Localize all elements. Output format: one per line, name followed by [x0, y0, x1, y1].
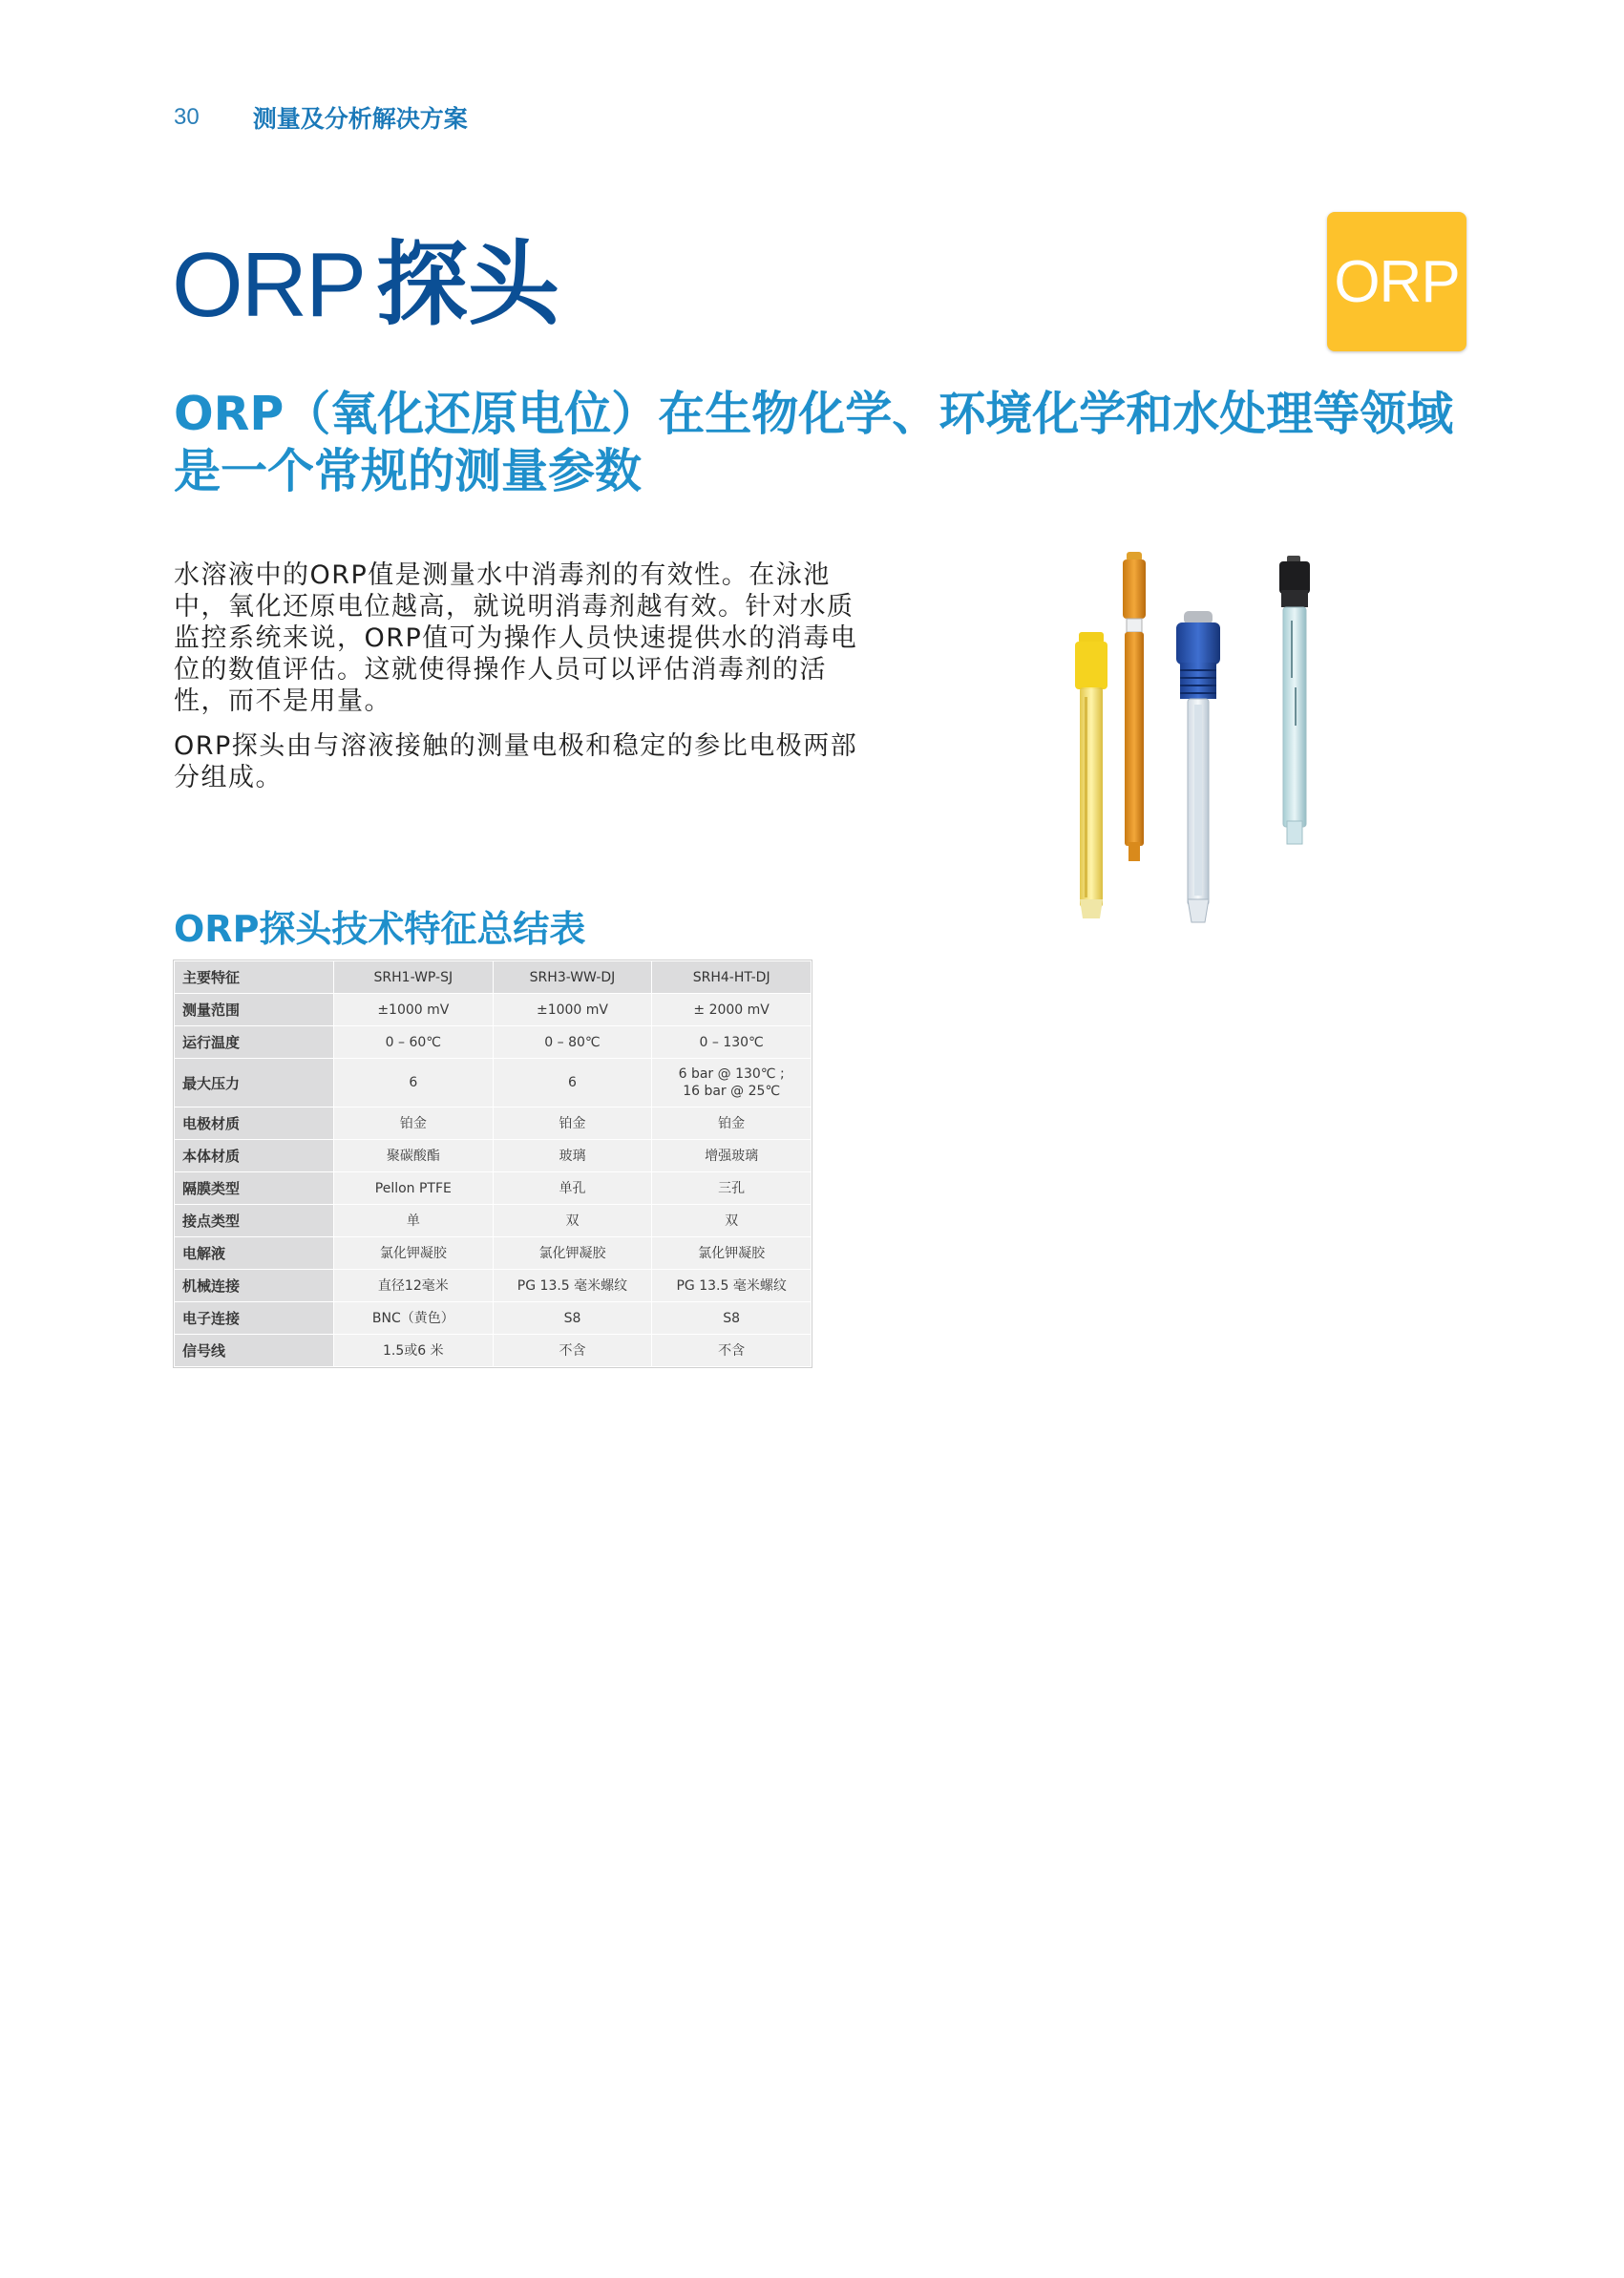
- subtitle: ORP（氧化还原电位）在生物化学、环境化学和水处理等领域是一个常规的测量参数: [174, 387, 1454, 498]
- title-latin: ORP: [172, 234, 366, 336]
- table-cell: 不含: [652, 1335, 812, 1367]
- page-number: 30: [174, 104, 200, 130]
- probe-srh3: [1176, 611, 1220, 922]
- probe-srh1: [1075, 632, 1107, 918]
- table-cell: PG 13.5 毫米螺纹: [652, 1270, 812, 1302]
- table-cell: 单: [334, 1205, 494, 1237]
- table-row: [175, 1335, 812, 1367]
- table-cell: 6: [334, 1059, 494, 1107]
- row-label: 测量范围: [175, 994, 334, 1026]
- table-row: [175, 1172, 812, 1205]
- table-cell: 铂金: [493, 1107, 652, 1140]
- page-header: [174, 101, 468, 134]
- probe-srh4: [1279, 556, 1310, 844]
- table-row: [175, 1140, 812, 1172]
- table-cell: 氯化钾凝胶: [493, 1237, 652, 1270]
- table-cell: 1.5或6 米: [334, 1335, 494, 1367]
- title-cjk: 探头: [376, 231, 560, 338]
- model-header: SRH4-HT-DJ: [652, 961, 812, 994]
- table-cell: BNC（黄色）: [334, 1302, 494, 1335]
- model-header: SRH3-WW-DJ: [493, 961, 652, 994]
- table-cell: 聚碳酸酯: [334, 1140, 494, 1172]
- row-label: 接点类型: [175, 1205, 334, 1237]
- table-row: [175, 1270, 812, 1302]
- table-cell: Pellon PTFE: [334, 1172, 494, 1205]
- table-row: [175, 1107, 812, 1140]
- table-cell: 铂金: [334, 1107, 494, 1140]
- orp-badge: [1327, 212, 1466, 351]
- table-cell: 0 – 60℃: [334, 1026, 494, 1059]
- table-cell: 三孔: [652, 1172, 812, 1205]
- row-label: 电解液: [175, 1237, 334, 1270]
- table-cell: 0 – 80℃: [493, 1026, 652, 1059]
- page-title: [172, 227, 559, 343]
- table-row: [175, 1026, 812, 1059]
- table-cell: 6: [493, 1059, 652, 1107]
- table-cell: 单孔: [493, 1172, 652, 1205]
- table-cell: S8: [493, 1302, 652, 1335]
- table-cell: 增强玻璃: [652, 1140, 812, 1172]
- table-row: [175, 1237, 812, 1270]
- spec-table: [174, 960, 812, 1367]
- table-cell: ± 2000 mV: [652, 994, 812, 1026]
- table-cell: S8: [652, 1302, 812, 1335]
- paragraph: 水溶液中的ORP值是测量水中消毒剂的有效性。在泳池中，氧化还原电位越高，就说明消毒剂越有效。针对水质监控系统来说，ORP值可为操作人员快速提供水的消毒电位的数值评估。这就使得操作人员可以评估消毒剂的活性，而不是用量。: [174, 560, 858, 716]
- row-label: 信号线: [175, 1335, 334, 1367]
- section-title: 测量及分析解决方案: [252, 105, 468, 133]
- table-cell: 直径12毫米: [334, 1270, 494, 1302]
- table-cell: 双: [652, 1205, 812, 1237]
- table-header-label: 主要特征: [175, 961, 334, 994]
- table-cell: ±1000 mV: [493, 994, 652, 1026]
- table-row: [175, 994, 812, 1026]
- row-label: 电子连接: [175, 1302, 334, 1335]
- row-label: 电极材质: [175, 1107, 334, 1140]
- table-cell: 铂金: [652, 1107, 812, 1140]
- table-cell: 氯化钾凝胶: [652, 1237, 812, 1270]
- table-cell: 0 – 130℃: [652, 1026, 812, 1059]
- row-label: 最大压力: [175, 1059, 334, 1107]
- table-cell: PG 13.5 毫米螺纹: [493, 1270, 652, 1302]
- orp-badge-label: ORP: [1334, 248, 1460, 315]
- table-cell: 6 bar @ 130℃ ; 16 bar @ 25℃: [652, 1059, 812, 1107]
- table-cell: 氯化钾凝胶: [334, 1237, 494, 1270]
- table-row: [175, 1059, 812, 1107]
- model-header: SRH1-WP-SJ: [334, 961, 494, 994]
- table-row: [175, 1205, 812, 1237]
- probe-orange: [1123, 552, 1146, 861]
- row-label: 本体材质: [175, 1140, 334, 1172]
- table-header-row: [175, 961, 812, 994]
- table-cell: 玻璃: [493, 1140, 652, 1172]
- row-label: 隔膜类型: [175, 1172, 334, 1205]
- table-cell: 双: [493, 1205, 652, 1237]
- probe-product-image: [1050, 544, 1365, 926]
- row-label: 运行温度: [175, 1026, 334, 1059]
- row-label: 机械连接: [175, 1270, 334, 1302]
- table-heading: ORP探头技术特征总结表: [174, 908, 586, 950]
- intro-text: [174, 559, 880, 807]
- table-row: [175, 1302, 812, 1335]
- table-cell: ±1000 mV: [334, 994, 494, 1026]
- table-cell: 不含: [493, 1335, 652, 1367]
- paragraph: ORP探头由与溶液接触的测量电极和稳定的参比电极两部分组成。: [174, 731, 858, 792]
